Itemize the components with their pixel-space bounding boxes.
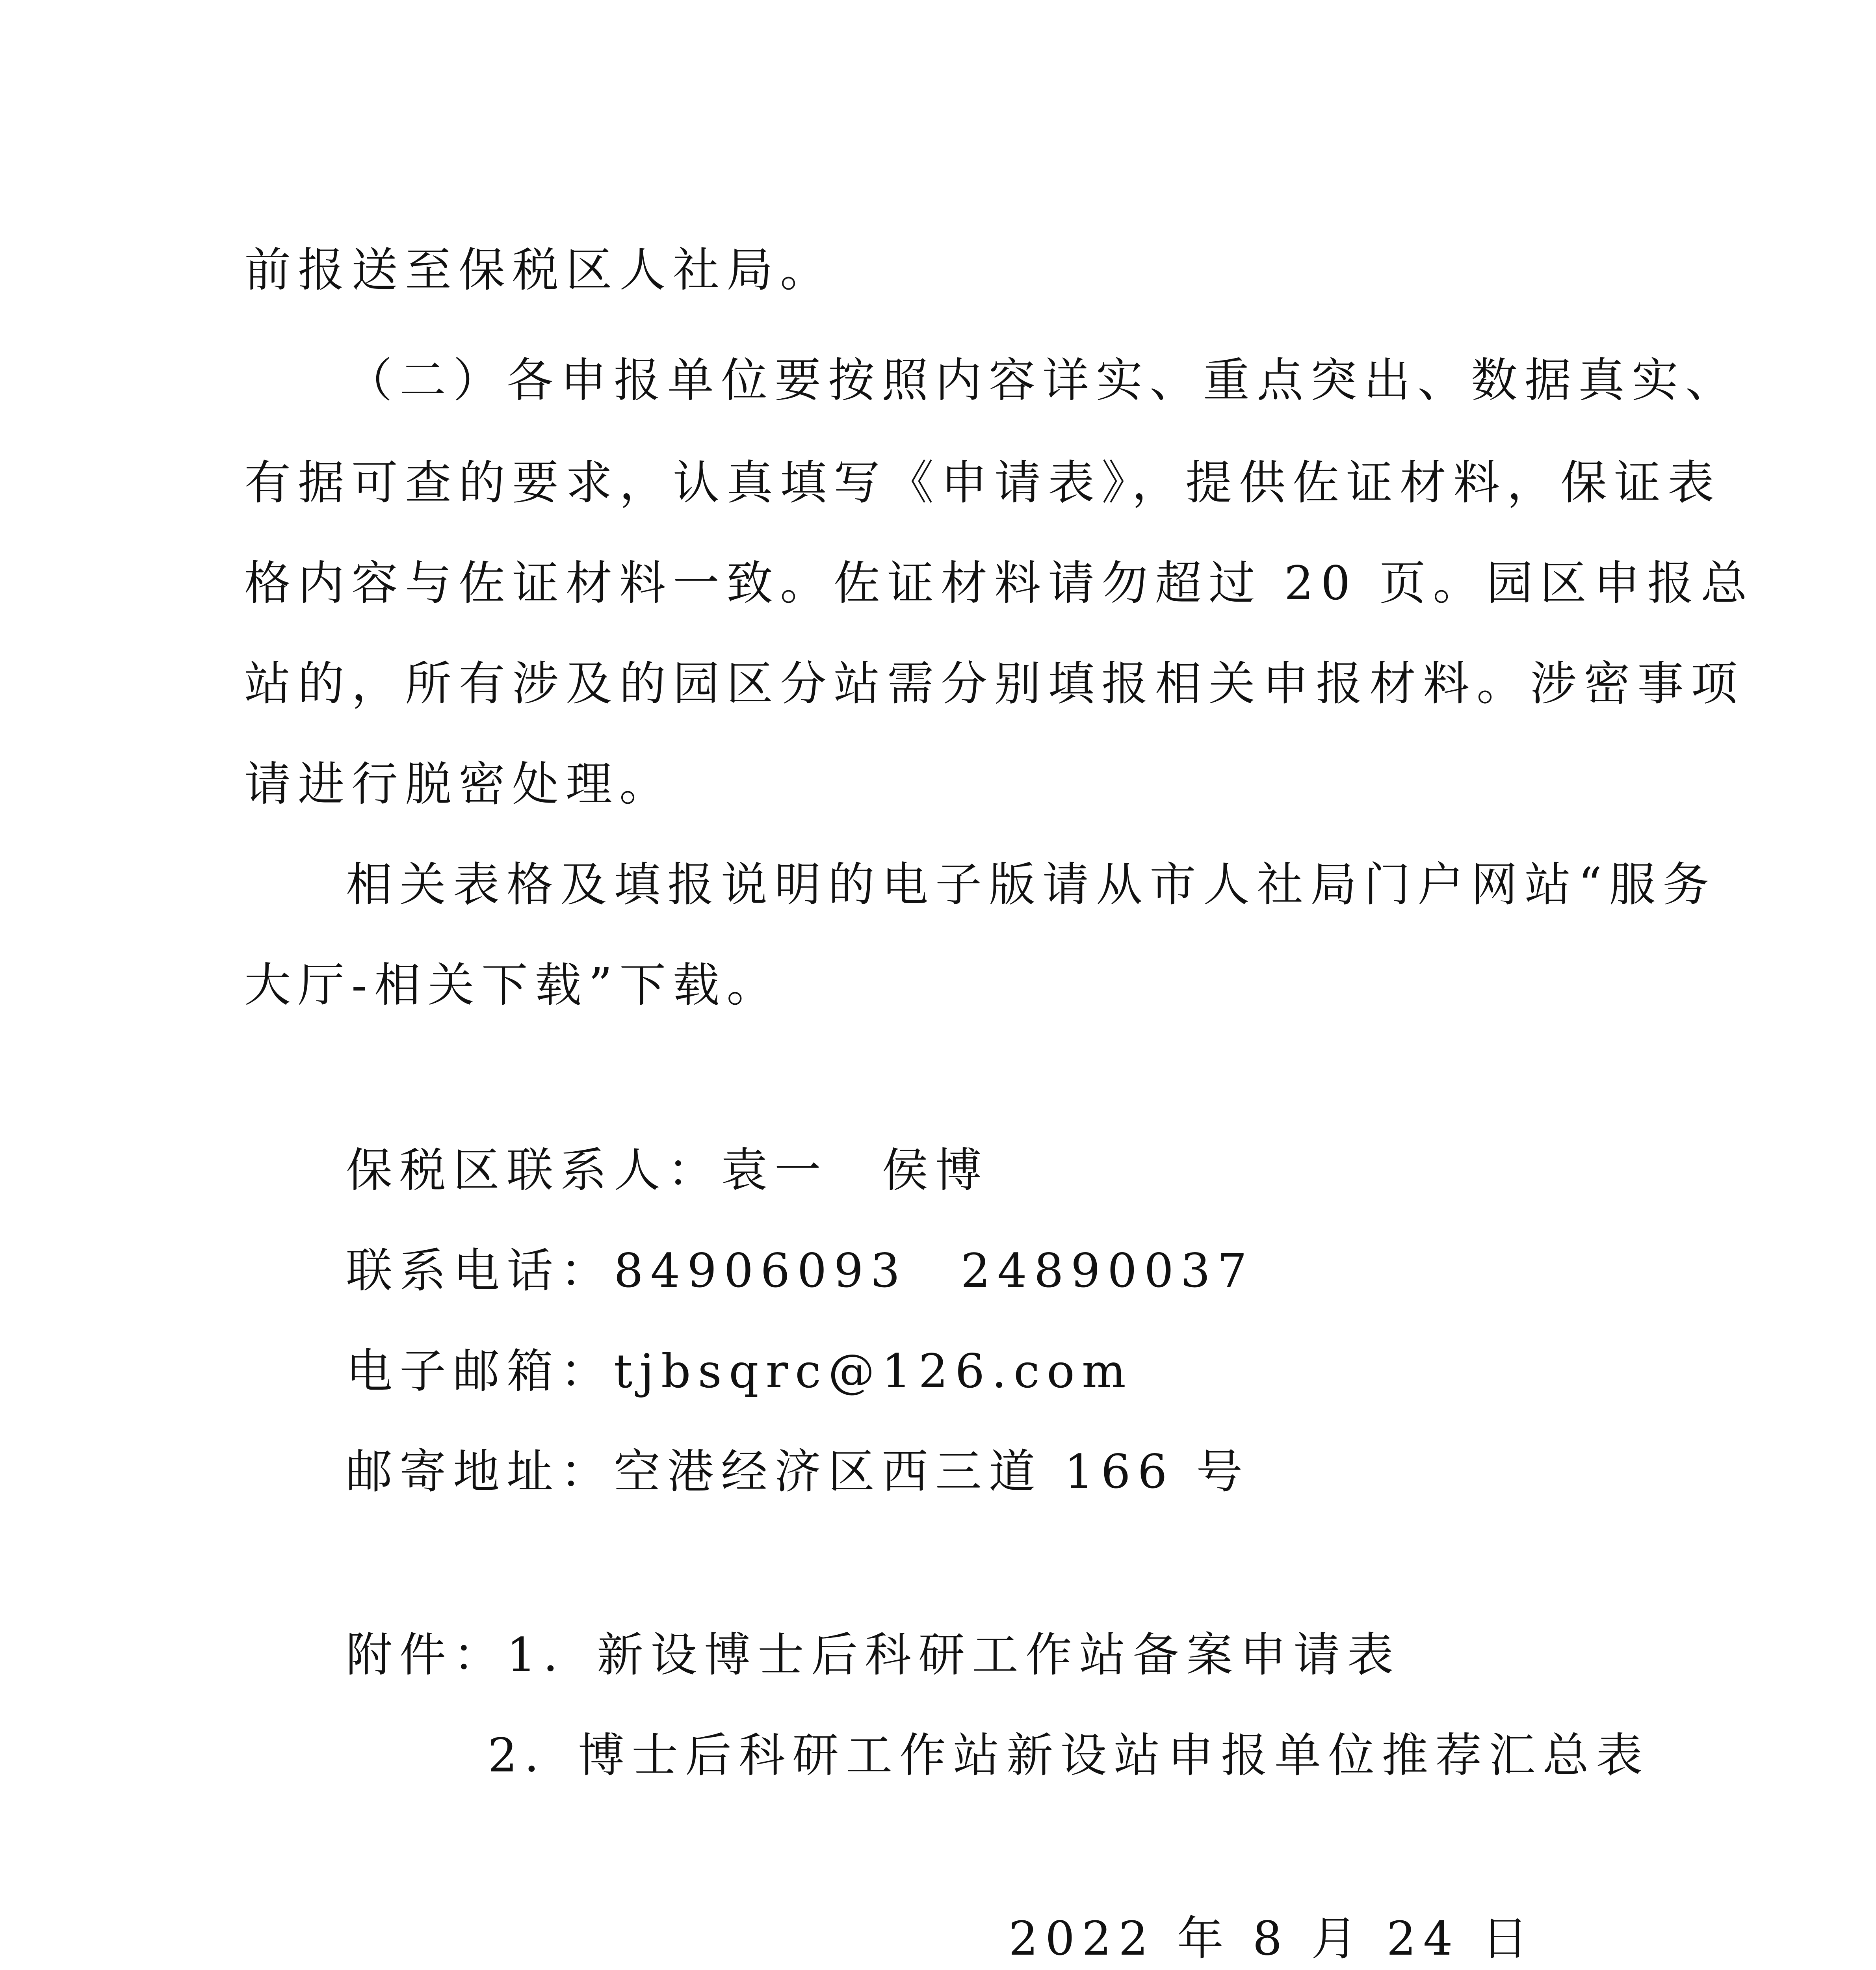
contact-email: 电子邮箱：tjbsqrc@126.com [346, 1344, 1133, 1398]
paragraph-line-8: 大厅-相关下载”下载。 [244, 958, 780, 1012]
paragraph-line-4: 格内容与佐证材料一致。佐证材料请勿超过 20 页。园区申报总 [244, 556, 1755, 610]
paragraph-line-2: （二）各申报单位要按照内容详实、重点突出、数据真实、 [346, 353, 1739, 407]
paragraph-line-7: 相关表格及填报说明的电子版请从市人社局门户网站“服务 [346, 857, 1716, 912]
contact-address: 邮寄地址：空港经济区西三道 166 号 [346, 1444, 1250, 1499]
paragraph-line-3: 有据可查的要求，认真填写《申请表》，提供佐证材料，保证表 [244, 455, 1722, 510]
document-date: 2022 年 8 月 24 日 [1009, 1911, 1536, 1966]
paragraph-line-6: 请进行脱密处理。 [244, 757, 673, 811]
paragraph-line-5: 站的，所有涉及的园区分站需分别填报相关申报材料。涉密事项 [244, 656, 1745, 711]
contact-phone: 联系电话：84906093 24890037 [346, 1243, 1254, 1298]
attachment-item-1: 附件：1．新设博士后科研工作站备案申请表 [346, 1628, 1401, 1682]
paragraph-line-1: 前报送至保税区人社局。 [244, 243, 834, 297]
contact-person: 保税区联系人：袁一 侯博 [346, 1143, 989, 1197]
attachment-item-2: 2．博士后科研工作站新设站申报单位推荐汇总表 [488, 1728, 1650, 1782]
